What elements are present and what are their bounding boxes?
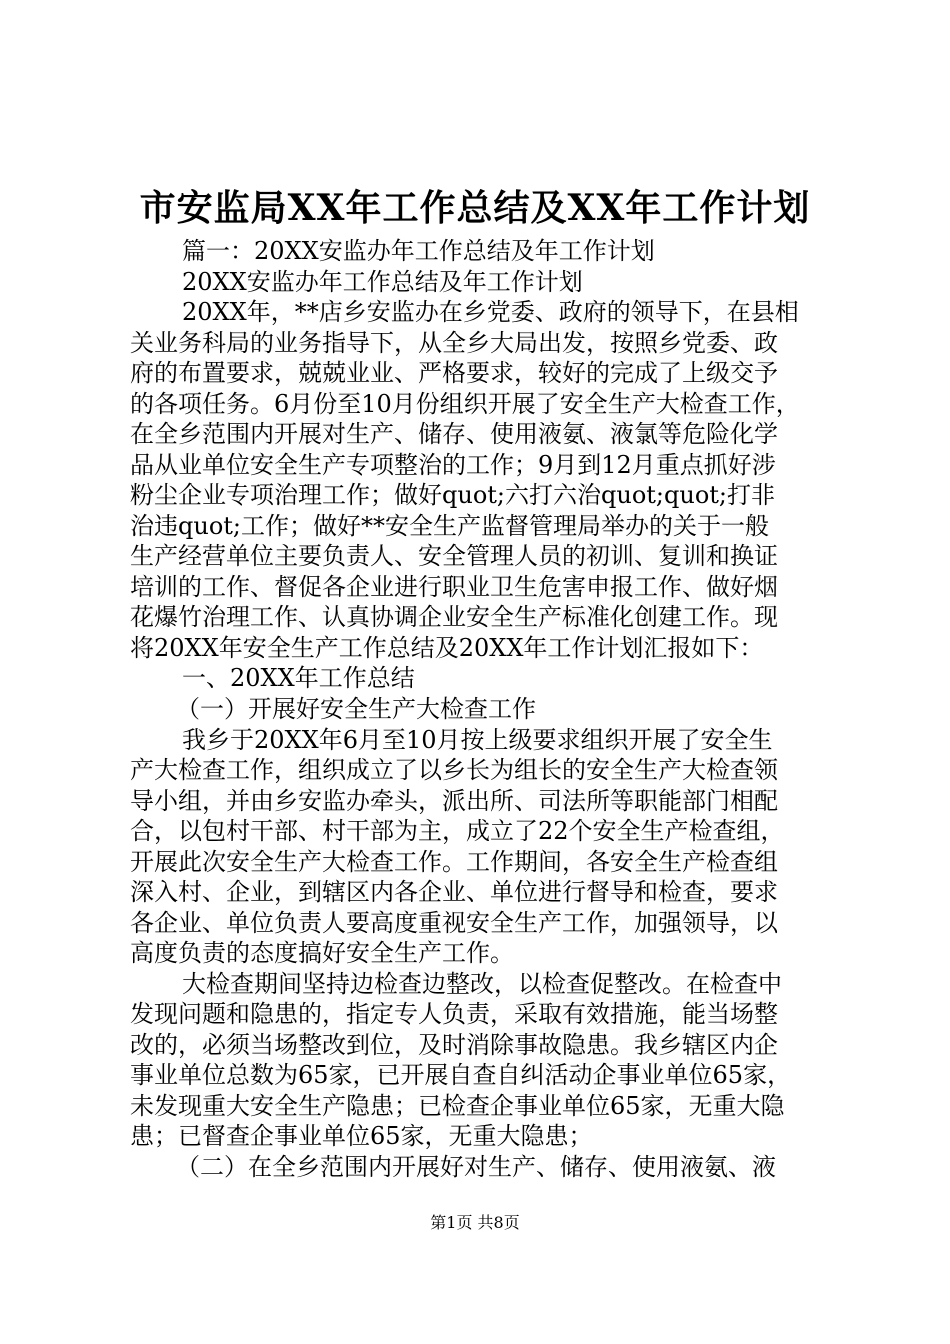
text-line: 将20XX年安全生产工作总结及20XX年工作计划汇报如下： [130, 634, 764, 662]
text-line: 20XX安监办年工作总结及年工作计划 [182, 268, 583, 296]
text-line: 20XX年，**店乡安监办在乡党委、政府的领导下，在县相 [182, 298, 799, 326]
subsection-heading: （一）开展好安全生产大检查工作 [176, 695, 536, 723]
text-line: 关业务科局的业务指导下，从全乡大局出发，按照乡党委、政 [130, 329, 778, 357]
text-line: 深入村、企业，到辖区内各企业、单位进行督导和检查，要求 [130, 878, 778, 906]
text-line: 开展此次安全生产大检查工作。工作期间，各安全生产检查组 [130, 848, 778, 876]
text-line: 粉尘企业专项治理工作；做好quot;六打六治quot;quot;打非 [130, 481, 775, 509]
text-line: 的各项任务。6月份至10月份组织开展了安全生产大检查工作， [130, 390, 800, 418]
text-line: 大检查期间坚持边检查边整改，以检查促整改。在检查中 [182, 970, 782, 998]
text-line: 患；已督查企事业单位65家，无重大隐患； [130, 1122, 593, 1150]
text-line: 品从业单位安全生产专项整治的工作；9月到12月重点抓好涉 [130, 451, 776, 479]
text-line: 我乡于20XX年6月至10月按上级要求组织开展了安全生 [182, 726, 773, 754]
text-line: 治违quot;工作；做好**安全生产监督管理局举办的关于一般 [130, 512, 769, 540]
text-line: 篇一：20XX安监办年工作总结及年工作计划 [182, 237, 655, 265]
text-line: 合，以包村干部、村干部为主，成立了22个安全生产检查组， [130, 817, 785, 845]
text-line: 府的布置要求，兢兢业业、严格要求，较好的完成了上级交予 [130, 359, 778, 387]
text-line: 产大检查工作，组织成立了以乡长为组长的安全生产大检查领 [130, 756, 778, 784]
document-title: 市安监局XX年工作总结及XX年工作计划 [139, 187, 811, 229]
text-line: 未发现重大安全生产隐患；已检查企事业单位65家，无重大隐 [130, 1092, 785, 1120]
text-line: 花爆竹治理工作、认真协调企业安全生产标准化创建工作。现 [130, 603, 778, 631]
text-line: 导小组，并由乡安监办牵头，派出所、司法所等职能部门相配 [130, 787, 778, 815]
text-line: 高度负责的态度搞好安全生产工作。 [130, 939, 514, 967]
text-line: 事业单位总数为65家，已开展自查自纠活动企事业单位65家， [130, 1061, 792, 1089]
text-line: 发现问题和隐患的，指定专人负责，采取有效措施，能当场整 [130, 1000, 778, 1028]
subsection-heading: （二）在全乡范围内开展好对生产、储存、使用液氨、液 [176, 1153, 776, 1181]
section-heading: 一、20XX年工作总结 [182, 664, 415, 692]
text-line: 改的，必须当场整改到位，及时消除事故隐患。我乡辖区内企 [130, 1031, 778, 1059]
text-line: 培训的工作、督促各企业进行职业卫生危害申报工作、做好烟 [130, 573, 778, 601]
text-line: 各企业、单位负责人要高度重视安全生产工作，加强领导，以 [130, 909, 778, 937]
page-number-footer: 第1页 共8页 [430, 1213, 520, 1232]
text-line: 生产经营单位主要负责人、安全管理人员的初训、复训和换证 [130, 542, 778, 570]
text-line: 在全乡范围内开展对生产、储存、使用液氨、液氯等危险化学 [130, 420, 778, 448]
